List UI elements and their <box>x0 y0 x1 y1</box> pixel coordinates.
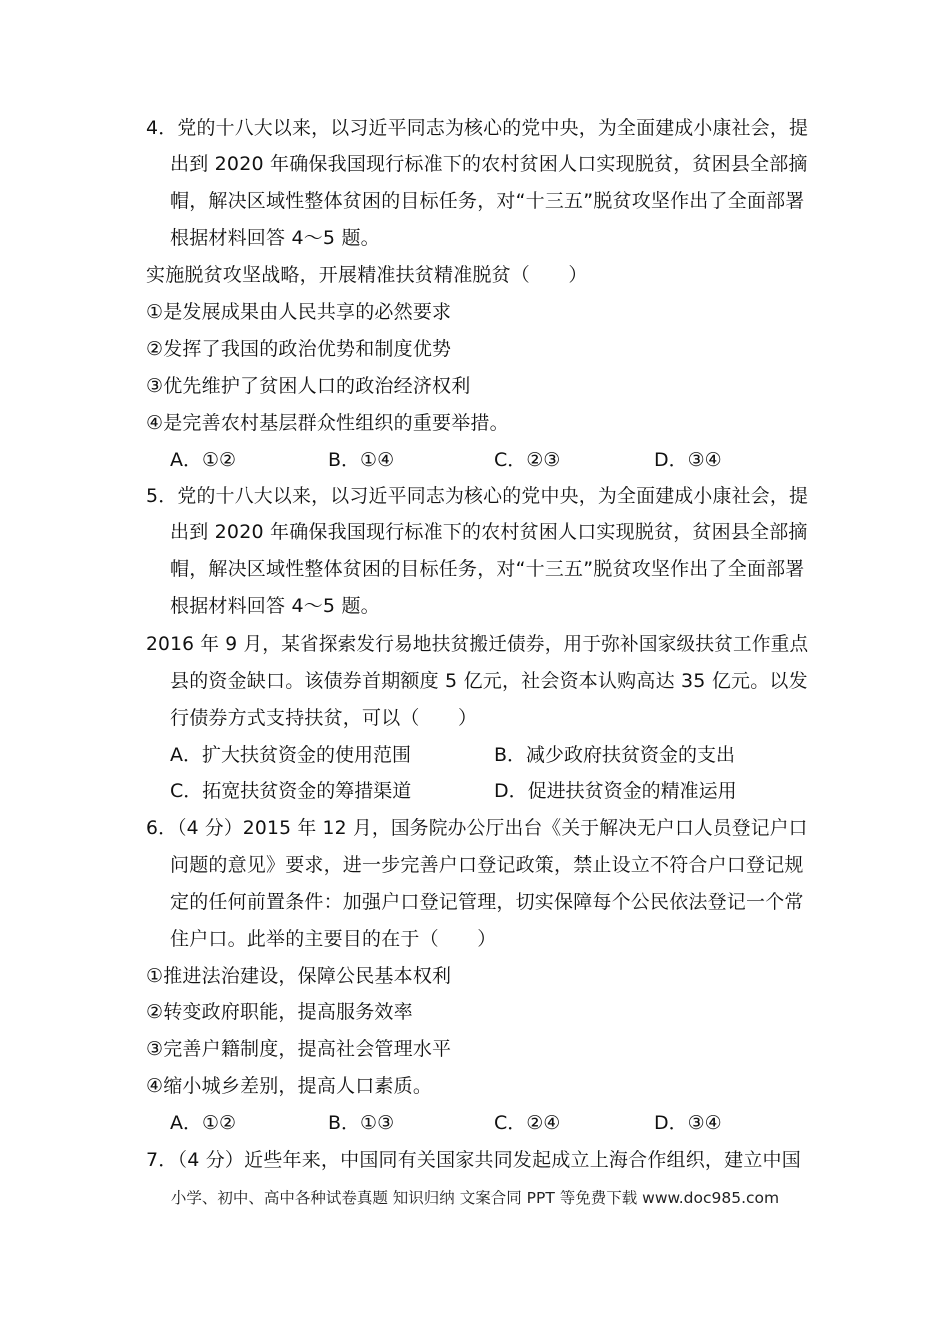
q7-stem-line-1: 7．（4 分）近些年来，中国同有关国家共同发起成立上海合作组织，建立中国 <box>146 1149 801 1171</box>
q6-item-4: ④缩小城乡差别，提高人口素质。 <box>146 1075 433 1097</box>
q5-option-b: B．减少政府扶贫资金的支出 <box>494 744 736 766</box>
q5-stem-line-1: 5．党的十八大以来，以习近平同志为核心的党中央，为全面建成小康社会，提 <box>146 485 809 507</box>
q5-option-a: A．扩大扶贫资金的使用范围 <box>170 744 411 766</box>
q4-option-c: C．②③ <box>494 449 561 471</box>
q4-option-b: B．①④ <box>328 449 395 471</box>
q4-stem-line-2: 出到 2020 年确保我国现行标准下的农村贫困人口实现脱贫，贫困县全部摘 <box>170 153 808 175</box>
q6-stem-line-3: 定的任何前置条件：加强户口登记管理，切实保障每个公民依法登记一个常 <box>170 891 804 913</box>
q6-option-d: D．③④ <box>654 1112 722 1134</box>
q6-stem-line-4: 住户口。此举的主要目的在于（ ） <box>170 928 497 950</box>
q6-item-2: ②转变政府职能，提高服务效率 <box>146 1001 413 1023</box>
q4-item-1: ①是发展成果由人民共享的必然要求 <box>146 301 452 323</box>
q6-item-3: ③完善户籍制度，提高社会管理水平 <box>146 1038 452 1060</box>
q4-option-d: D．③④ <box>654 449 722 471</box>
q4-item-2: ②发挥了我国的政治优势和制度优势 <box>146 338 452 360</box>
q4-question: 实施脱贫攻坚战略，开展精准扶贫精准脱贫（ ） <box>146 264 588 286</box>
q4-item-4: ④是完善农村基层群众性组织的重要举措。 <box>146 412 509 434</box>
q4-stem-line-3: 帽，解决区域性整体贫困的目标任务，对“十三五”脱贫攻坚作出了全面部署 <box>170 190 805 212</box>
q5-option-c: C．拓宽扶贫资金的筹措渠道 <box>170 780 412 802</box>
q6-option-a: A．①② <box>170 1112 237 1134</box>
q4-option-a: A．①② <box>170 449 237 471</box>
q6-stem-line-1: 6．（4 分）2015 年 12 月，国务院办公厅出台《关于解决无户口人员登记户口 <box>146 817 808 839</box>
q5-question-line-1: 2016 年 9 月，某省探索发行易地扶贫搬迁债券，用于弥补国家级扶贫工作重点 <box>146 633 809 655</box>
page-footer: 小学、初中、高中各种试卷真题 知识归纳 文案合同 PPT 等免费下载 www.doc985.com <box>170 1189 780 1207</box>
q6-stem-line-2: 问题的意见》要求，进一步完善户口登记政策，禁止设立不符合户口登记规 <box>170 854 804 876</box>
q5-question-line-3: 行债券方式支持扶贫，可以（ ） <box>170 707 478 729</box>
q4-stem-line-1: 4．党的十八大以来，以习近平同志为核心的党中央，为全面建成小康社会，提 <box>146 117 809 139</box>
q5-option-d: D．促进扶贫资金的精准运用 <box>494 780 737 802</box>
q6-item-1: ①推进法治建设，保障公民基本权利 <box>146 965 452 987</box>
q4-item-3: ③优先维护了贫困人口的政治经济权利 <box>146 375 471 397</box>
q5-stem-line-3: 帽，解决区域性整体贫困的目标任务，对“十三五”脱贫攻坚作出了全面部署 <box>170 558 805 580</box>
q5-question-line-2: 县的资金缺口。该债券首期额度 5 亿元，社会资本认购高达 35 亿元。以发 <box>170 670 808 692</box>
q5-stem-line-2: 出到 2020 年确保我国现行标准下的农村贫困人口实现脱贫，贫困县全部摘 <box>170 521 808 543</box>
q6-option-b: B．①③ <box>328 1112 395 1134</box>
q5-stem-line-4: 根据材料回答 4～5 题。 <box>170 595 380 617</box>
q6-option-c: C．②④ <box>494 1112 561 1134</box>
q4-stem-line-4: 根据材料回答 4～5 题。 <box>170 227 380 249</box>
